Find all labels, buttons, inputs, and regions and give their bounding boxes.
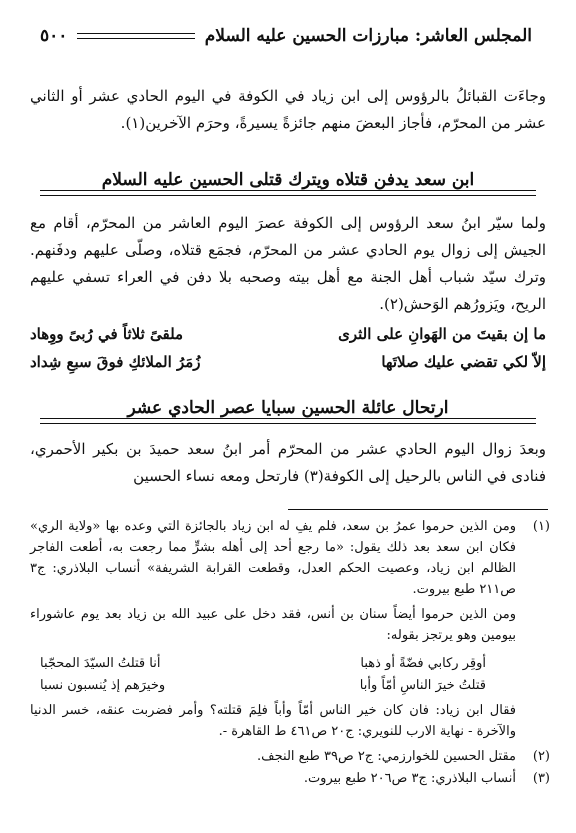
verse-first-half: قتلتُ خيرَ الناسِ أمّاً وأبا bbox=[359, 678, 486, 693]
footnote-2 bbox=[30, 746, 550, 767]
verse-first-half: ما إن بقيتَ من الهَوانِ على الثرى bbox=[338, 325, 546, 343]
chapter-title: المجلس العاشر: مبارزات الحسين عليه السلام bbox=[204, 26, 532, 46]
footnote-1 bbox=[30, 516, 550, 600]
footnote-number: (٢) bbox=[532, 749, 550, 764]
poem-verse bbox=[40, 653, 486, 675]
elegy-poem bbox=[30, 320, 546, 376]
footnote-1-end bbox=[30, 700, 550, 742]
verse-second-half: زُمَرُ الملائكِ فوقَ سبعِ شِداد bbox=[30, 353, 201, 371]
footnote-1-continuation bbox=[30, 604, 550, 646]
poem-verse bbox=[40, 675, 486, 697]
footnote-text: أنساب البلاذري: ج٣ ص٢٠٦ طبع بيروت. bbox=[303, 771, 516, 786]
burial-paragraph: ولما سيّر ابنُ سعد الرؤوس إلى الكوفة عصرَ اليوم العاشر من المحرّم، أقام مع الجيش إلى زوال يوم الحادي عشر من المحرّم، فجمَع قتلاه، وصلّى عليهم ودفَنهم. وترك سيّد شباب أهل الجنة مع أهل بيته وصحبه بلا دفن في العراء تسفي عليهم الريح، ويَزورُهم الوَحش(٢). bbox=[30, 214, 546, 313]
footnote-number: (٣) bbox=[532, 771, 550, 786]
verse-second-half: أنا قتلتُ السيّدَ المحجّبا bbox=[40, 656, 161, 671]
section-heading-text: ارتحال عائلة الحسين سبايا عصر الحادي عشر bbox=[127, 398, 449, 418]
verse-second-half: وخيرَهم إذ يُنسبون نسبا bbox=[40, 678, 166, 693]
footnote-number: (١) bbox=[532, 519, 550, 534]
section-heading-burial bbox=[40, 170, 536, 190]
intro-paragraph: وجاءَت القبائلُ بالرؤوس إلى ابن زياد في الكوفة في اليوم الحادي عشر أو الثاني عشر من المحرّم، فأجاز البعضَ منهم جائزةً يسيرةً، وحرَم الآخرين(١). bbox=[30, 87, 546, 132]
poem-verse bbox=[30, 320, 546, 348]
footnote-text: فقال ابن زياد: فان كان خير الناس أمّاً وأباً فلِمَ قتلته؟ وأمر فضربت عنقه، خسر الدنيا والآخرة - نهاية الارب للنويري: ج٢٠ ص٤٦١ ط القاهرة -. bbox=[30, 703, 516, 739]
footnote-separator bbox=[288, 509, 548, 510]
footnote-text: مقتل الحسين للخوارزمي: ج٢ ص٣٩ طبع النجف. bbox=[257, 749, 516, 764]
footnote-text: ومن الذين حرموا أيضاً سنان بن أنس، فقد دخل على عبيد الله بن زياد بعد يوم عاشوراء بيومين وهو يرتجز بقوله: bbox=[30, 607, 516, 643]
footnote-poem bbox=[40, 653, 486, 697]
footnote-text: ومن الذين حرموا عمرُ بن سعد، فلم يفِ له ابن زياد بالجائزة التي وعده بها «ولاية الري» فكان ابن سعد بعد ذلك يقول: «ما رجع أحد إلى أهله بشرٍّ مما رجعت به، أطعت الفاجر الظالم ابن زياد، وعصيت الحكم العدل، وقطعت القرابة الشريفة» أنساب البلاذري: ج٣ ص٢١١ طبع بيروت. bbox=[30, 519, 516, 597]
header-rule bbox=[77, 33, 194, 39]
verse-first-half: أوقِر ركابي فضّةً أو ذهبا bbox=[360, 656, 486, 671]
running-header bbox=[40, 16, 532, 56]
page-number: ٥٠٠ bbox=[40, 26, 68, 46]
section-heading-departure bbox=[40, 398, 536, 418]
verse-second-half: ملقىً ثلاثاً في رُبىً ووِهاد bbox=[30, 325, 184, 343]
heading-underline bbox=[40, 418, 536, 424]
footnote-3 bbox=[30, 768, 550, 789]
heading-underline bbox=[40, 190, 536, 196]
departure-paragraph: وبعدَ زوال اليوم الحادي عشر من المحرّم أمر ابنُ سعد حميدَ بن بكير الأحمري، فنادى في الناس بالرحيل إلى الكوفة(٣) فارتحل ومعه نساء الحسين bbox=[30, 440, 546, 485]
poem-verse bbox=[30, 348, 546, 376]
section-heading-text: ابن سعد يدفن قتلاه ويترك قتلى الحسين عليه السلام bbox=[101, 170, 475, 190]
verse-first-half: إلاّ لكي تقضي عليك صلاتَها bbox=[381, 353, 546, 371]
